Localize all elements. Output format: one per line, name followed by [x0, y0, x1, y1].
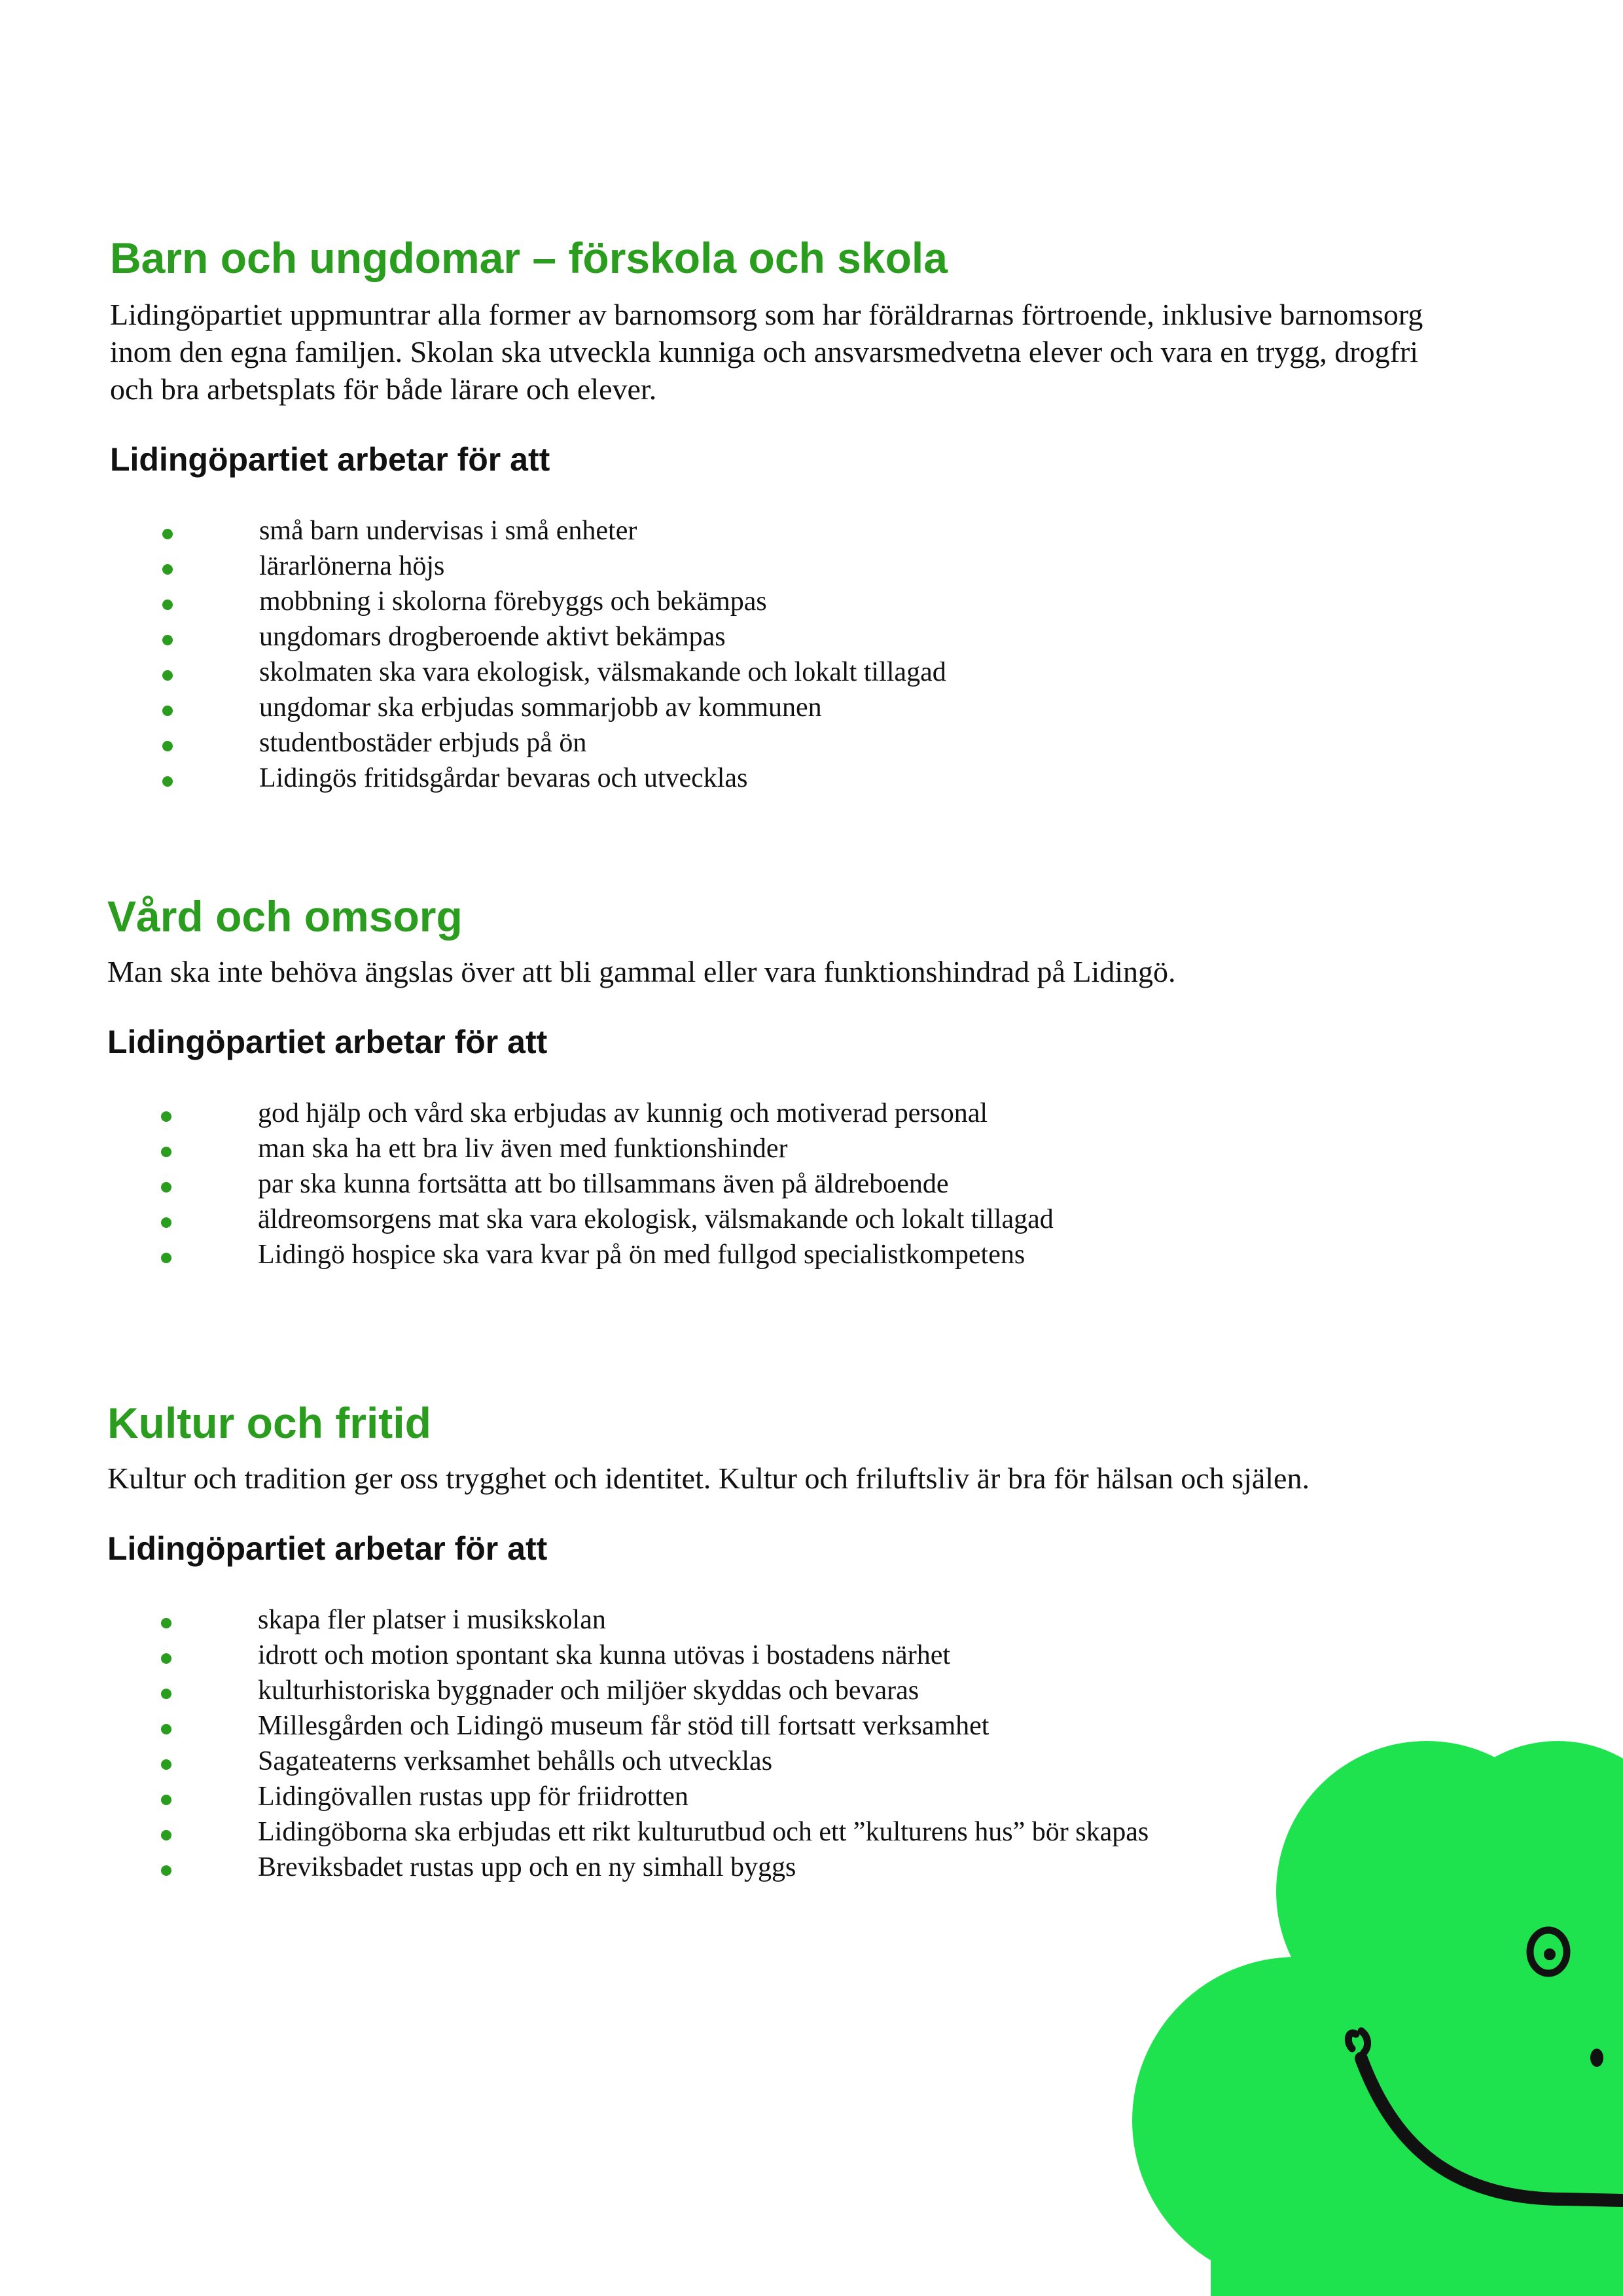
bullet-icon [162, 564, 173, 575]
list-item [162, 513, 946, 548]
intro-line: Lidingöpartiet uppmuntrar alla former av barnomsorg som har föräldrarnas förtroende, inklusive barnomsorg [110, 298, 1423, 331]
list-item-text: Sagateaterns verksamhet behålls och utvecklas [258, 1746, 773, 1776]
list-item [161, 1602, 1149, 1638]
bullet-list [161, 1602, 1149, 1885]
bullet-icon [161, 1653, 171, 1664]
section-intro [110, 296, 1423, 408]
list-item [161, 1814, 1149, 1850]
bullet-icon [162, 776, 173, 787]
list-item-text: man ska ha ett bra liv även med funktionshinder [258, 1134, 788, 1164]
list-item-text: ungdomars drogberoende aktivt bekämpas [259, 622, 726, 652]
bullet-list [161, 1096, 1054, 1272]
section-intro: Man ska inte behöva ängslas över att bli gammal eller vara funktionshindrad på Lidingö. [107, 955, 1176, 988]
eye-dot-icon [1590, 2049, 1603, 2067]
list-item [161, 1779, 1149, 1814]
bullet-icon [161, 1759, 171, 1770]
list-item-text: Lidingö hospice ska vara kvar på ön med fullgod specialistkompetens [258, 1240, 1026, 1270]
list-item [161, 1673, 1149, 1708]
section-heading: Barn och ungdomar – förskola och skola [110, 234, 948, 282]
list-item-text: äldreomsorgens mat ska vara ekologisk, välsmakande och lokalt tillagad [258, 1204, 1054, 1234]
list-item [162, 761, 946, 796]
list-item-text: mobbning i skolorna förebyggs och bekämpas [259, 586, 767, 617]
bullet-icon [162, 670, 173, 681]
list-item-text: Millesgården och Lidingö museum får stöd till fortsatt verksamhet [258, 1711, 990, 1741]
intro-line: inom den egna familjen. Skolan ska utveckla kunniga och ansvarsmedvetna elever och vara en trygg, drogfri [110, 335, 1419, 368]
bullet-icon [161, 1865, 171, 1876]
bullet-icon [161, 1182, 171, 1193]
list-item [161, 1202, 1054, 1237]
list-item-text: små barn undervisas i små enheter [259, 516, 637, 546]
bullet-icon [162, 635, 173, 645]
bullet-icon [161, 1253, 171, 1263]
list-item-text: par ska kunna fortsätta att bo tillsammans även på äldreboende [258, 1169, 949, 1199]
pupil-icon [1544, 1948, 1556, 1960]
bullet-icon [161, 1618, 171, 1628]
list-item-text: idrott och motion spontant ska kunna utövas i bostadens närhet [258, 1640, 950, 1670]
list-item [161, 1096, 1054, 1131]
list-item [161, 1638, 1149, 1673]
list-item-text: lärarlönerna höjs [259, 551, 445, 581]
list-item [161, 1166, 1054, 1202]
bullet-icon [161, 1724, 171, 1734]
section-subheading: Lidingöpartiet arbetar för att [110, 441, 550, 478]
list-item [162, 584, 946, 619]
bullet-icon [161, 1830, 171, 1840]
list-item-text: Lidingöborna ska erbjudas ett rikt kulturutbud och ett ”kulturens hus” bör skapas [258, 1817, 1149, 1847]
list-item [162, 548, 946, 584]
list-item-text: studentbostäder erbjuds på ön [259, 728, 587, 758]
section-intro: Kultur och tradition ger oss trygghet och identitet. Kultur och friluftsliv är bra för hälsan och själen. [107, 1462, 1310, 1495]
list-item [162, 655, 946, 690]
bullet-icon [162, 741, 173, 751]
cloud-shape [1132, 1741, 1623, 2296]
bullet-icon [161, 1217, 171, 1228]
bullet-icon [161, 1689, 171, 1699]
list-item-text: ungdomar ska erbjudas sommarjobb av kommunen [259, 692, 822, 723]
list-item-text: Lidingös fritidsgårdar bevaras och utvecklas [259, 763, 748, 793]
bullet-icon [161, 1147, 171, 1157]
bullet-list [162, 513, 946, 796]
bullet-icon [161, 1795, 171, 1805]
list-item-text: Lidingövallen rustas upp för friidrotten [258, 1782, 688, 1812]
bullet-icon [161, 1111, 171, 1122]
section-subheading: Lidingöpartiet arbetar för att [107, 1530, 548, 1567]
bullet-icon [162, 600, 173, 610]
list-item [161, 1850, 1149, 1885]
list-item-text: kulturhistoriska byggnader och miljöer skyddas och bevaras [258, 1676, 919, 1706]
list-item [162, 619, 946, 655]
list-item-text: god hjälp och vård ska erbjudas av kunnig och motiverad personal [258, 1098, 988, 1128]
list-item [161, 1237, 1054, 1272]
list-item-text: skolmaten ska vara ekologisk, välsmakande och lokalt tillagad [259, 657, 946, 687]
bullet-icon [162, 706, 173, 716]
section-heading: Vård och omsorg [107, 892, 463, 941]
list-item [161, 1131, 1054, 1166]
list-item [161, 1708, 1149, 1744]
list-item-text: Breviksbadet rustas upp och en ny simhall byggs [258, 1852, 796, 1882]
intro-line: och bra arbetsplats för både lärare och elever. [110, 372, 657, 406]
list-item [161, 1744, 1149, 1779]
list-item-text: skapa fler platser i musikskolan [258, 1605, 606, 1635]
list-item [162, 690, 946, 725]
list-item [162, 725, 946, 761]
section-subheading: Lidingöpartiet arbetar för att [107, 1024, 548, 1060]
smiley-cloud-mascot-icon [1113, 1702, 1623, 2296]
bullet-icon [162, 529, 173, 539]
section-heading: Kultur och fritid [107, 1399, 431, 1447]
